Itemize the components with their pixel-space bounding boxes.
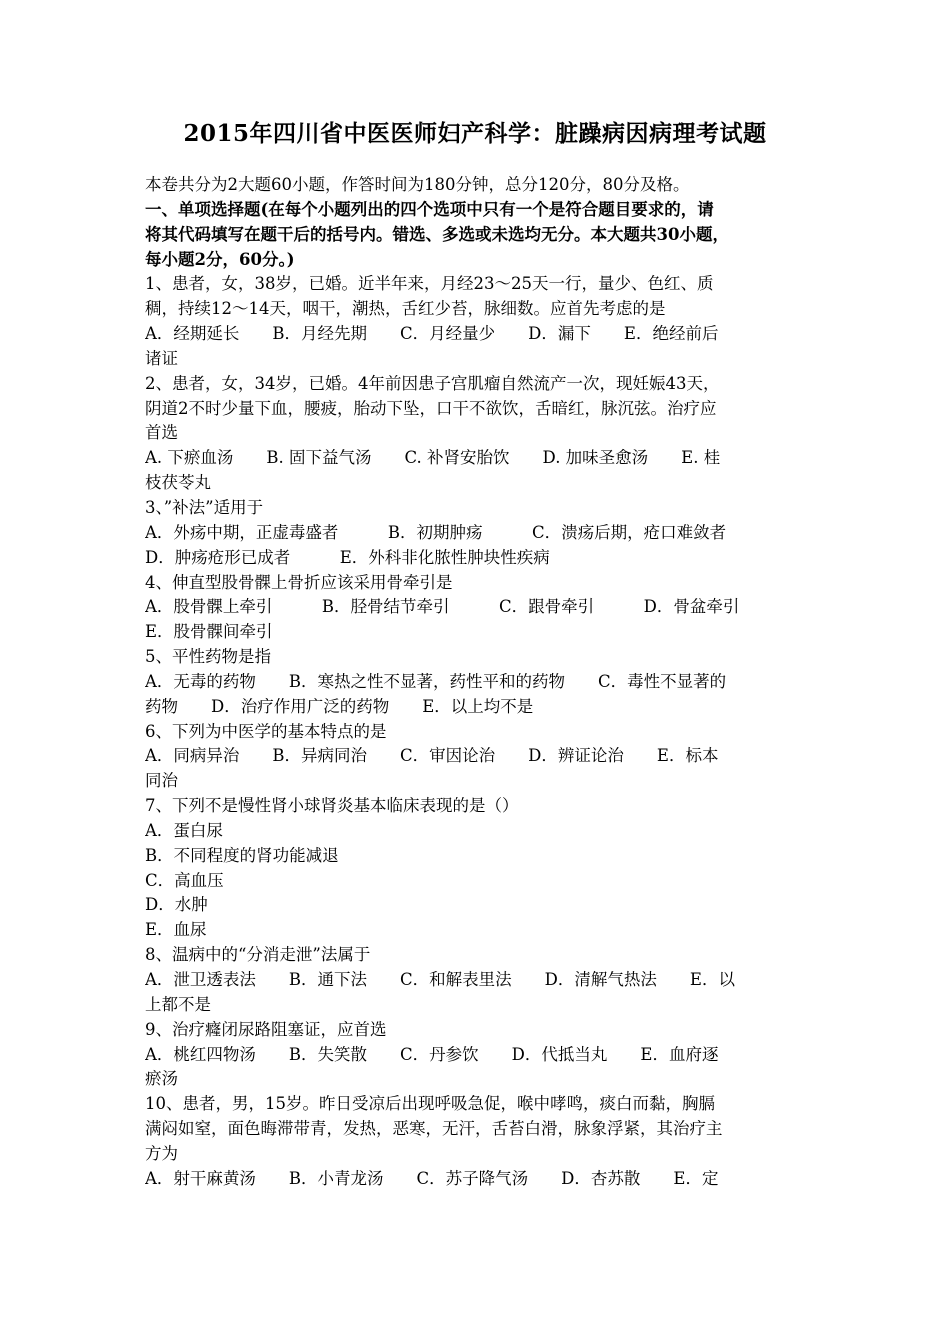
- option-line: 诸证: [145, 348, 178, 368]
- option-line: A．外疡中期，正虚毒盛者 B．初期肿疡 C．溃疡后期，疮口难敛者: [145, 522, 727, 542]
- option-line: 同治: [145, 771, 178, 791]
- option-line: D．水肿: [145, 895, 208, 915]
- question-line: 10、患者，男，15岁。昨日受凉后出现呼吸急促，喉中哮鸣，痰白而黏，胸膈: [145, 1094, 715, 1114]
- question-line: 8、温病中的“分消走泄”法属于: [145, 945, 371, 965]
- option-line: A．同病异治 B．异病同治 C．审因论治 D．辨证论治 E．标本: [145, 746, 719, 766]
- question-line: 6、下列为中医学的基本特点的是: [145, 721, 387, 741]
- option-line: A．泄卫透表法 B．通下法 C．和解表里法 D．清解气热法 E．以: [145, 970, 735, 989]
- document-title: 2015年四川省中医医师妇产科学：脏躁病因病理考试题: [183, 120, 767, 147]
- section-heading-line: 一、单项选择题(在每个小题列出的四个选项中只有一个是符合题目要求的，请: [145, 199, 714, 219]
- option-line: E．股骨髁间牵引: [145, 622, 273, 642]
- question-line: 1、患者，女，38岁，已婚。近半年来，月经23～25天一行，量少、色红、质: [145, 274, 714, 294]
- option-line: A．蛋白尿: [145, 820, 223, 840]
- option-line: D．肿疡疮形已成者 E．外科非化脓性肿块性疾病: [145, 547, 550, 567]
- option-line: C．高血压: [145, 870, 224, 890]
- option-line: A．桃红四物汤 B．失笑散 C．丹参饮 D．代抵当丸 E．血府逐: [145, 1044, 719, 1064]
- question-line: 首选: [145, 423, 178, 443]
- question-line: 满闷如窒，面色晦滞带青，发热，恶寒，无汗，舌苔白滑，脉象浮紧，其治疗主: [145, 1119, 723, 1139]
- section-heading-line: 每小题2分，60分。): [145, 249, 295, 269]
- question-line: 2、患者，女，34岁，已婚。4年前因患子宫肌瘤自然流产一次，现妊娠43天，: [145, 373, 720, 393]
- option-line: A. 下瘀血汤 B. 固下益气汤 C. 补肾安胎饮 D. 加味圣愈汤 E. 桂: [145, 448, 721, 468]
- option-line: A．经期延长 B．月经先期 C．月经量少 D．漏下 E．绝经前后: [145, 324, 719, 344]
- option-line: E．血尿: [145, 920, 207, 940]
- option-line: B．不同程度的肾功能减退: [145, 845, 339, 865]
- question-line: 稠，持续12～14天，咽干，潮热，舌红少苔，脉细数。应首先考虑的是: [145, 299, 666, 319]
- option-line: 上都不是: [145, 994, 211, 1014]
- question-line: 阴道2不时少量下血，腰疲，胎动下坠，口干不欲饮，舌暗红，脉沉弦。治疗应: [145, 398, 717, 418]
- question-line: 方为: [145, 1143, 178, 1163]
- question-line: 5、平性药物是指: [145, 647, 271, 667]
- question-line: 3、”补法”适用于: [145, 497, 264, 517]
- option-line: 药物 D．治疗作用广泛的药物 E．以上均不是: [145, 696, 534, 716]
- option-line: A．无毒的药物 B．寒热之性不显著，药性平和的药物 C．毒性不显著的: [145, 671, 727, 691]
- document-body: [145, 173, 813, 1192]
- question-line: 9、治疗癃闭尿路阻塞证，应首选: [145, 1019, 387, 1039]
- intro-text: 本卷共分为2大题60小题，作答时间为180分钟，总分120分，80分及格。: [145, 175, 690, 194]
- option-line: 瘀汤: [145, 1069, 178, 1089]
- section-heading-line: 将其代码填写在题干后的括号内。错选、多选或未选均无分。本大题共30小题，: [145, 224, 729, 244]
- option-line: A．股骨髁上牵引 B．胫骨结节牵引 C．跟骨牵引 D．骨盆牵引: [145, 597, 740, 617]
- question-line: 4、伸直型股骨髁上骨折应该采用骨牵引是: [145, 572, 453, 592]
- option-line: 枝茯苓丸: [145, 473, 211, 493]
- option-line: A．射干麻黄汤 B．小青龙汤 C．苏子降气汤 D．杏苏散 E．定: [145, 1168, 719, 1188]
- question-line: 7、下列不是慢性肾小球肾炎基本临床表现的是（）: [145, 796, 519, 816]
